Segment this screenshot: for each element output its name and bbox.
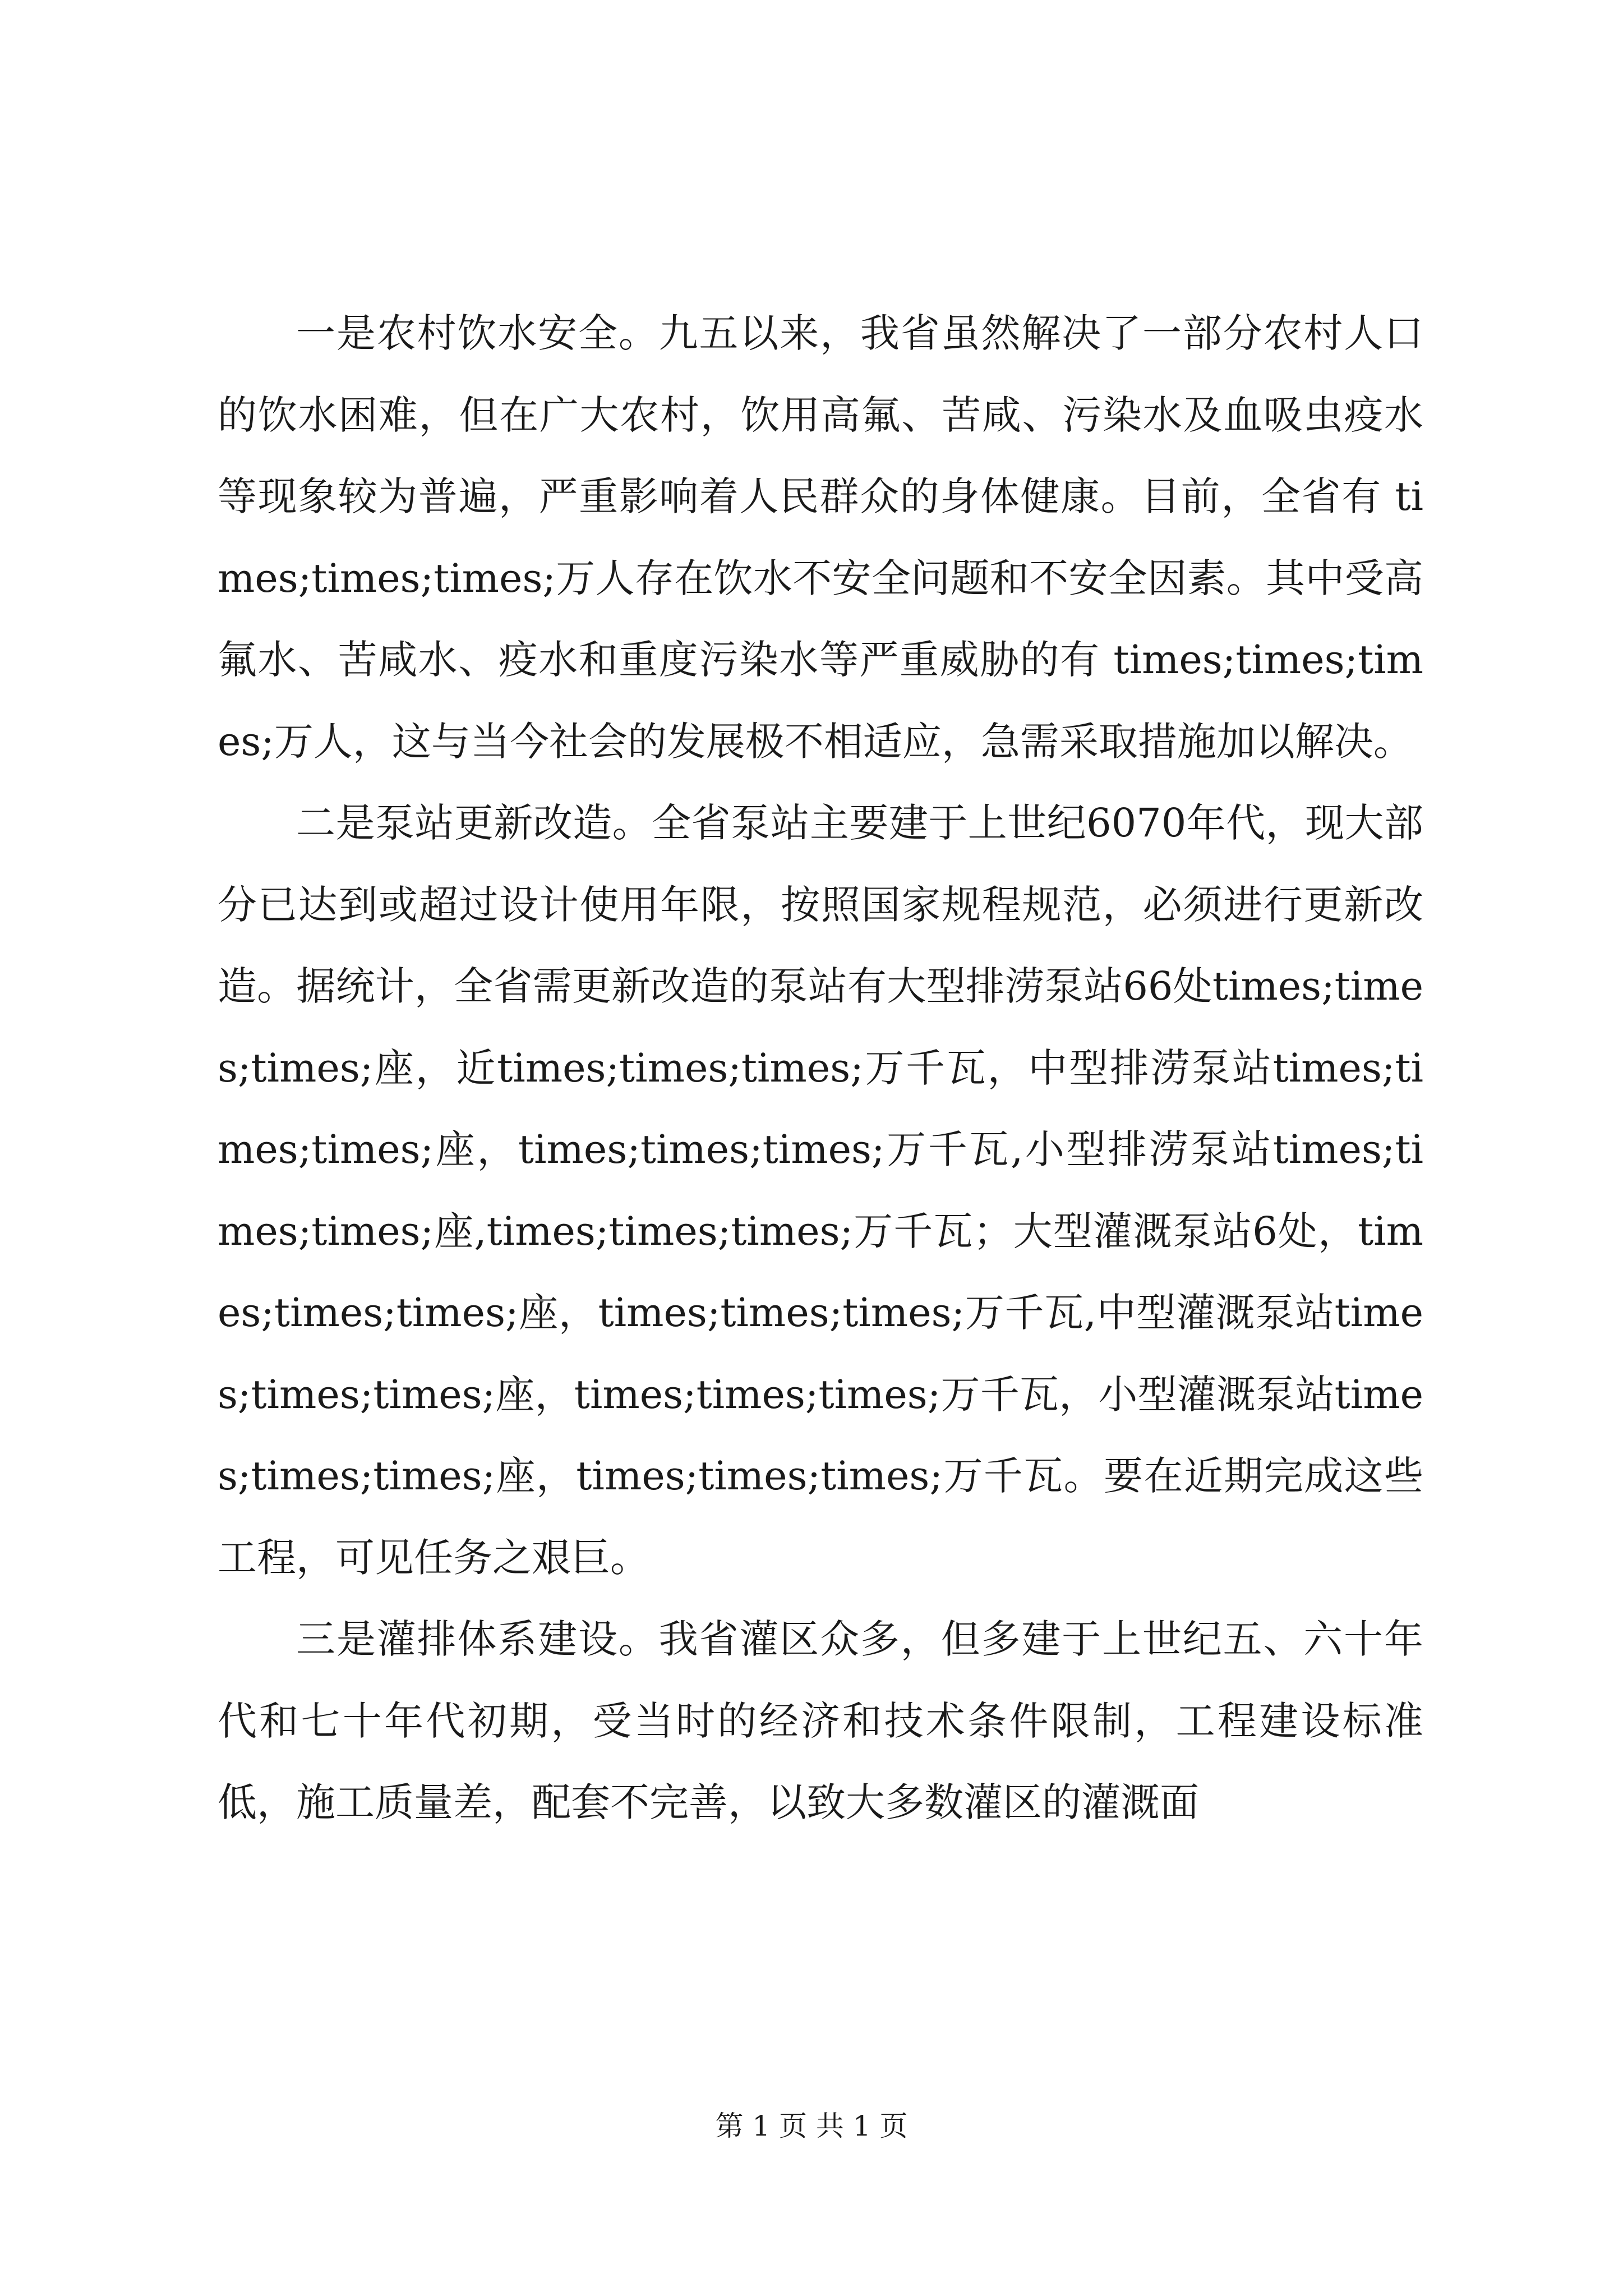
page-footer: 第 1 页 共 1 页 <box>715 2110 908 2142</box>
paragraph-rural-drinking-water: 一是农村饮水安全。九五以来，我省虽然解决了一部分农村人口的饮水困难，但在广大农村，饮用高氟、苦咸、污染水及血吸虫疫水等现象较为普遍，严重影响着人民群众的身体健康。目前，全省有 times;times;times;万人存在饮水不安全问题和不安全因素。其中受高氟水、苦咸水、疫水和重度污染水等严重威胁的有 times;times;times;万人，这与当今社会的发展极不相适应，急需采取措施加以解决。 <box>218 310 1423 765</box>
paragraph-pump-station-renovation: 二是泵站更新改造。全省泵站主要建于上世纪6070年代，现大部分已达到或超过设计使用年限，按照国家规程规范，必须进行更新改造。据统计，全省需更新改造的泵站有大型排涝泵站66处times;times;times;座，近times;times;times;万千瓦，中型排涝泵站times;times;times;座，times;times;times;万千瓦,小型排涝泵站times;times;times;座,times;times;times;万千瓦；大型灌溉泵站6处，times;times;times;座，times;times;times;万千瓦,中型灌溉泵站times;times;times;座，times;times;times;万千瓦，小型灌溉泵站times;times;times;座，times;times;times;万千瓦。要在近期完成这些工程，可见任务之艰巨。 <box>218 800 1423 1581</box>
paragraph-irrigation-drainage-system: 三是灌排体系建设。我省灌区众多，但多建于上世纪五、六十年代和七十年代初期，受当时的经济和技术条件限制，工程建设标准低，施工质量差，配套不完善，以致大多数灌区的灌溉面 <box>218 1616 1423 1825</box>
document-body <box>218 293 1423 1844</box>
